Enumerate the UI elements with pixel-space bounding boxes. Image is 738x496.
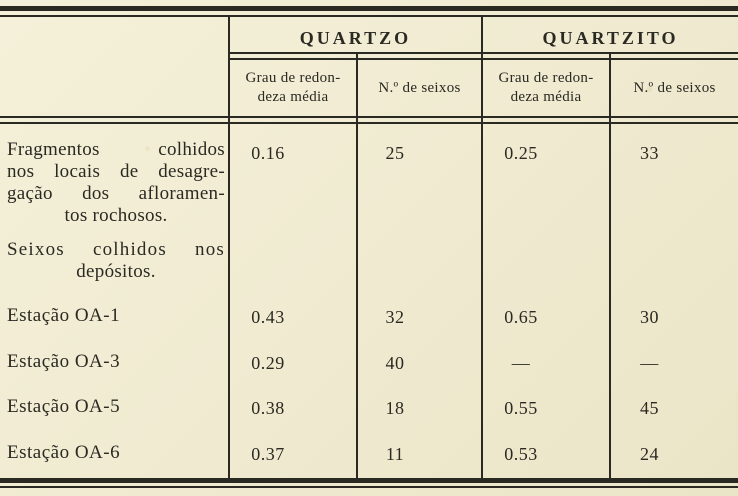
cell-fragmentos-quartzito-grau: 0.25 <box>504 143 538 163</box>
cell-fragmentos-quartzito-seixos: 33 <box>640 143 659 163</box>
subheader-quartzito-seixos <box>611 64 738 112</box>
row-label-seixos-line2: depósitos. <box>76 261 156 282</box>
cell-oa3-quartzo-grau: 0.29 <box>251 353 285 373</box>
subheader-quartzito-seixos-label: N.º de seixos <box>633 79 716 96</box>
cell-oa1-quartzo-grau: 0.43 <box>251 307 285 327</box>
column-group-quartzo <box>230 26 481 50</box>
subheader-quartzo-grau-line2: deza média <box>257 89 329 105</box>
subheader-quartzo-grau <box>230 64 356 112</box>
row-label-seixos-depositos <box>7 239 225 283</box>
subheader-quartzo-seixos-label: N.º de seixos <box>378 79 461 96</box>
cell-oa6-quartzo-grau: 0.37 <box>251 444 285 464</box>
subheader-quartzo-grau-line1: Grau de redon- <box>245 70 341 86</box>
row-label-fragmentos-line4: tos rochosos. <box>64 205 168 226</box>
subheader-quartzito-grau-line2: deza média <box>510 89 582 105</box>
row-label-estacao-oa5: Estação OA-5 <box>7 396 121 417</box>
group-header-rule-lower <box>228 58 738 60</box>
table-top-rule-thin <box>0 15 738 17</box>
row-label-fragmentos-line1: Fragmentos colhidos <box>7 139 225 160</box>
header-body-rule-lower <box>0 122 738 124</box>
cell-oa3-quartzito-grau: — <box>511 353 531 373</box>
table-bottom-rule-thin <box>0 486 738 488</box>
subheader-quartzito-grau <box>483 64 609 112</box>
row-label-estacao-oa1: Estação OA-1 <box>7 305 121 326</box>
cell-oa5-quartzo-grau: 0.38 <box>251 398 285 418</box>
column-group-quartzito-label: QUARTZITO <box>542 27 679 48</box>
column-group-quartzo-label: QUARTZO <box>299 27 412 48</box>
cell-oa6-quartzito-seixos: 24 <box>640 444 659 464</box>
cell-oa1-quartzito-seixos: 30 <box>640 307 659 327</box>
header-body-rule-upper <box>0 116 738 118</box>
row-label-fragmentos <box>7 139 225 227</box>
cell-oa5-quartzito-seixos: 45 <box>640 398 659 418</box>
column-group-quartzito <box>483 26 738 50</box>
cell-oa1-quartzito-grau: 0.65 <box>504 307 538 327</box>
row-label-fragmentos-line2: nos locais de desagre- <box>7 161 225 182</box>
cell-oa1-quartzo-seixos: 32 <box>385 307 405 327</box>
subheader-quartzo-seixos <box>358 64 481 112</box>
cell-oa6-quartzo-seixos: 11 <box>385 444 405 464</box>
table-top-rule-thick <box>0 6 738 11</box>
cell-oa5-quartzito-grau: 0.55 <box>504 398 538 418</box>
cell-fragmentos-quartzo-grau: 0.16 <box>251 143 285 163</box>
row-label-estacao-oa3: Estação OA-3 <box>7 351 121 372</box>
table-bottom-rule-thick <box>0 478 738 483</box>
group-header-rule-upper <box>228 52 738 54</box>
cell-oa6-quartzito-grau: 0.53 <box>504 444 538 464</box>
row-label-fragmentos-line3: gação dos afloramen- <box>7 183 225 204</box>
cell-oa3-quartzo-seixos: 40 <box>385 353 405 373</box>
row-label-estacao-oa6: Estação OA-6 <box>7 442 121 463</box>
cell-fragmentos-quartzo-seixos: 25 <box>385 143 405 163</box>
cell-oa3-quartzito-seixos: — <box>640 353 659 373</box>
subheader-quartzito-grau-line1: Grau de redon- <box>498 70 594 86</box>
row-label-seixos-line1: Seixos colhidos nos <box>7 239 225 260</box>
cell-oa5-quartzo-seixos: 18 <box>385 398 405 418</box>
